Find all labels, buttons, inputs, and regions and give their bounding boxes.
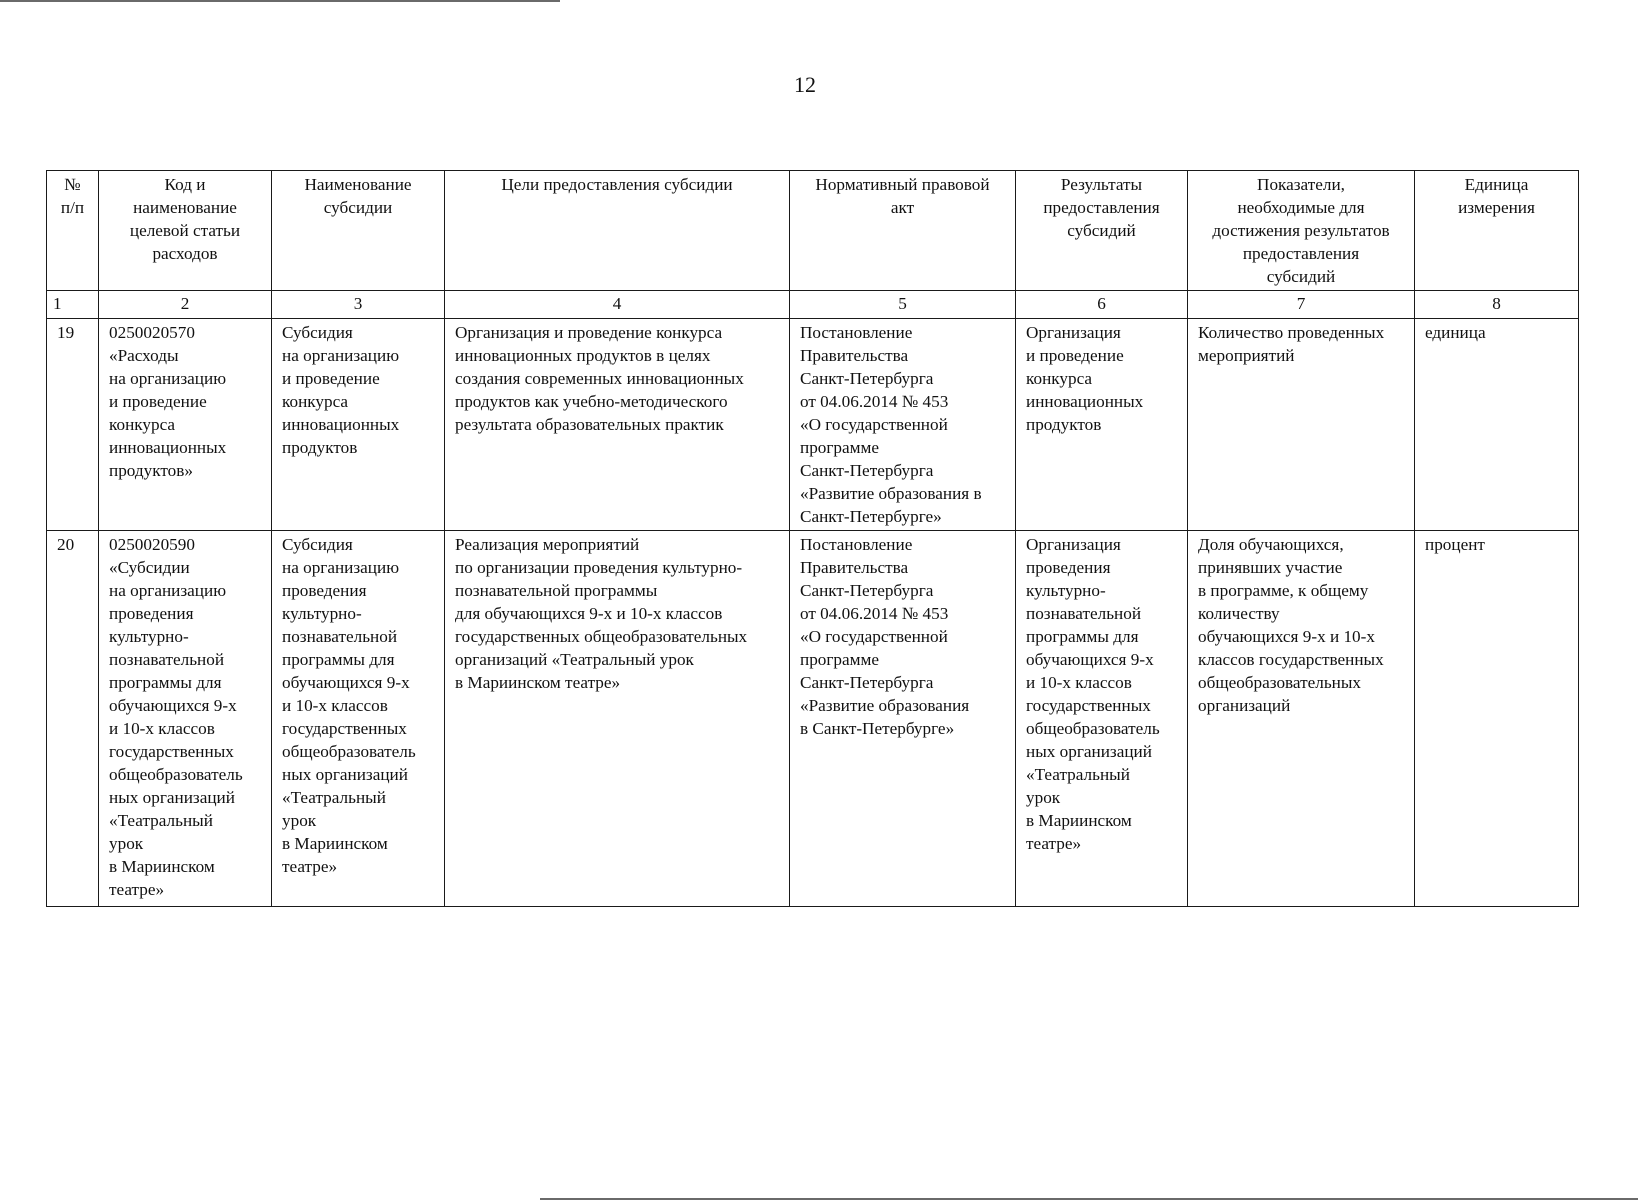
header-cell-goals — [445, 171, 790, 291]
header-row — [47, 171, 1579, 291]
indicators-text: Количество проведенных мероприятий — [1198, 323, 1385, 365]
row-number: 19 — [57, 323, 75, 342]
page-number: 12 — [794, 72, 816, 97]
goals-text: Реализация мероприятий по организации проведения культурно- познавательной программы для обучающихся 9-х и 10-х классов государственных общеобразовательных организаций «Театральный урок в Мариинском театре» — [455, 535, 748, 692]
row-number-cell — [47, 319, 99, 531]
subsidy-name-text: Субсидия на организацию проведения культурно- познавательной программы для обучающихся 9-х и 10-х классов государственных общеобразователь ных организаций «Театральный урок в Мариинском театре» — [282, 535, 416, 876]
unit-cell — [1415, 531, 1579, 907]
legal-act-cell — [790, 531, 1016, 907]
header-cell-number — [47, 171, 99, 291]
header-label: Наименование субсидии — [304, 175, 412, 217]
table-row — [47, 531, 1579, 907]
results-text: Организация и проведение конкурса инновационных продуктов — [1026, 323, 1144, 434]
code-name-text: 0250020570 «Расходы на организацию и проведение конкурса инновационных продуктов» — [109, 323, 227, 480]
header-label: Нормативный правовой акт — [815, 175, 990, 217]
header-cell-subsidy-name — [272, 171, 445, 291]
header-label: № п/п — [60, 175, 85, 217]
subsidy-name-cell — [272, 319, 445, 531]
column-index-cell: 1 — [47, 291, 99, 319]
header-label: Единица измерения — [1458, 175, 1535, 217]
column-index-cell: 2 — [99, 291, 272, 319]
column-index-cell: 8 — [1415, 291, 1579, 319]
header-cell-indicators — [1188, 171, 1415, 291]
unit-text: единица — [1425, 323, 1486, 342]
legal-act-text: Постановление Правительства Санкт-Петербурга от 04.06.2014 № 453 «О государственной программе Санкт-Петербурга «Развитие образования в Санкт-Петербурге» — [800, 323, 982, 526]
column-index-cell: 7 — [1188, 291, 1415, 319]
results-cell — [1016, 531, 1188, 907]
unit-text: процент — [1425, 535, 1485, 554]
indicators-text: Доля обучающихся, принявших участие в программе, к общему количеству обучающихся 9-х и 10-х классов государственных общеобразовательных организаций — [1198, 535, 1384, 715]
subsidy-table — [46, 170, 1579, 907]
goals-cell — [445, 319, 790, 531]
subsidy-name-text: Субсидия на организацию и проведение конкурса инновационных продуктов — [282, 323, 400, 457]
code-name-text: 0250020590 «Субсидии на организацию проведения культурно- познавательной программы для обучающихся 9-х и 10-х классов государственных общеобразователь ных организаций «Театральный урок в Мариинском театре» — [109, 535, 243, 899]
code-name-cell — [99, 531, 272, 907]
column-index-cell: 3 — [272, 291, 445, 319]
column-index-cell: 5 — [790, 291, 1016, 319]
row-number-cell — [47, 531, 99, 907]
column-index-cell: 6 — [1016, 291, 1188, 319]
column-index-row — [47, 291, 1579, 319]
header-label: Цели предоставления субсидии — [501, 175, 733, 194]
indicators-cell — [1188, 531, 1415, 907]
header-label: Код и наименование целевой статьи расходов — [129, 175, 241, 263]
row-number: 20 — [57, 535, 75, 554]
goals-text: Организация и проведение конкурса инновационных продуктов в целях создания современных инновационных продуктов как учебно-методического результата образовательных практик — [455, 323, 744, 434]
scan-edge-top — [0, 0, 560, 2]
header-label: Результаты предоставления субсидий — [1043, 175, 1160, 240]
results-cell — [1016, 319, 1188, 531]
header-label: Показатели, необходимые для достижения результатов предоставления субсидий — [1212, 175, 1390, 286]
goals-cell — [445, 531, 790, 907]
header-cell-code-name — [99, 171, 272, 291]
results-text: Организация проведения культурно- познавательной программы для обучающихся 9-х и 10-х классов государственных общеобразователь ных организаций «Театральный урок в Мариинском театре» — [1026, 535, 1160, 853]
indicators-cell — [1188, 319, 1415, 531]
legal-act-text: Постановление Правительства Санкт-Петербурга от 04.06.2014 № 453 «О государственной программе Санкт-Петербурга «Развитие образования в Санкт-Петербурге» — [800, 535, 970, 738]
code-name-cell — [99, 319, 272, 531]
legal-act-cell — [790, 319, 1016, 531]
subsidy-name-cell — [272, 531, 445, 907]
unit-cell — [1415, 319, 1579, 531]
column-index-cell: 4 — [445, 291, 790, 319]
header-cell-legal-act — [790, 171, 1016, 291]
header-cell-unit — [1415, 171, 1579, 291]
table-row — [47, 319, 1579, 531]
header-cell-results — [1016, 171, 1188, 291]
